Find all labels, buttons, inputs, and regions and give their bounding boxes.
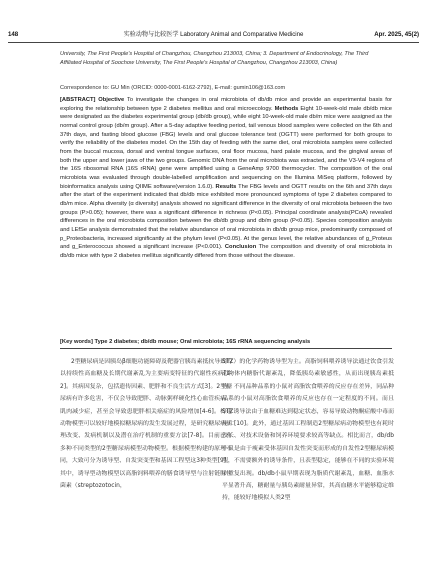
keywords-text: Type 2 diabetes; db/db mouse; Oral microbiota; 16S rRNA sequencing analysis xyxy=(94,339,311,345)
abstract-label: [ABSTRACT] xyxy=(60,97,99,103)
journal-title: 实验动物与比较医学 Laboratory Animal and Comparative Medicine xyxy=(123,31,304,38)
page-number: 148 xyxy=(8,31,19,38)
conclusion-text: The composition and diversity of oral microbiota in db/db mice with type 2 diabetes mellitus significantly differed from those without the disease. xyxy=(60,244,393,259)
objective-text: To investigate the changes in oral microbiota of db/db mice and provide an experimental basis for exploring the relationship between type 2 diabetes mellitus and oral microecology. xyxy=(60,97,392,112)
keywords-label: [Key words] xyxy=(60,339,95,345)
methods-label: Methods xyxy=(274,105,301,112)
running-header xyxy=(8,29,419,41)
results-text: The FBG levels and OGTT results on the 6th and 37th days after the start of the experiment indicated that db/db mice exhibited more pronounced symptoms of type 2 diabetes compared to db/m mice. Alpha diversity (α diversity) analysis showed no significant difference in the diversity of oral microbiota between the two groups (P>0.05); however, there was a significant difference in richness (P<0.05). Principal coordinate analysis(PCoA) revealed differences in the oral microbiota composition between the db/db group and db/m group (P<0.05). Species composition analysis and LEfSe analysis demonstrated that the relative abundance of oral microbiota in db/db group mice, predominantly composed of p_Proteobacteria, increased significantly at the phylum level (P<0.05). At the genus level, the relative abundances of g_Proteus and g_Enterococcus showed a significant increase (P<0.001). xyxy=(60,183,393,251)
body-paragraph-right: STZ）的化学药物诱导型为主。高脂饲料喂养诱导法通过饮食引发动物体内糖脂代谢紊乱，降低胰岛素敏感性，从而出现胰岛素抵抗。不同品种品系的小鼠对高脂饮食喂养的反应存在差异，同品种品系的小鼠对高脂饮食喂养的反应也存在一定程度的不同。而且STZ诱导法由于血糖难达到稳定状态，容易导致动物酮症酸中毒而死亡[10]。此外，通过基因工程制造2型糖尿病动物模型也有耗时较长、对技术设备和饲养环境要求较高等缺点。相比而言，db/db小鼠是由于瘦素受体基因自发性突变而形成的自发性2型糖尿病模型，不需要额外的诱导条件，且表型稳定，能够在不同的实验环境中重复出现。db/db小鼠早期表现为脂质代谢紊乱，血糖、血脂水平显著升高，糖耐量与胰岛素耐量异常，其高血糖水平能够稳定维持，能较好地模拟人类2型 xyxy=(222,359,394,502)
body-paragraph-left: 2型糖尿病是因胰岛β细胞功能障碍及靶器官胰岛素抵抗导致的以持续性高血糖及长期代谢紊乱为主要病变特征的代谢性疾病[1-2]。其病因复杂，包括遗传因素、肥胖和不良生活方式[3]。2型糖尿病有许多危害，不仅会导致肥胖、动脉粥样硬化性心血管疾病、肌肉减少症，甚至会导致患肥胖相关癌症的风险增加[4-6]。构建动物模型可以较好地模拟糖尿病的发生发展过程，是研究糖尿病病理改变、发病机制以及潜在治疗机制的重要方法[7-8]。目前已有多种不同类型的2型糖尿病模型动物模型。根据模型构建的原理不同，大致可分为诱导型、自发突变型和基因工程型这3种类型[9]。其中，诱导型动物模型以高脂饲料喂养的膳食诱导型与注射链脲佐菌素（streptozotocin， xyxy=(60,359,232,490)
affiliations: University, The First People's Hospital of Changzhou, Changzhou 213003, China; 3. Department of Endocrinology, The Third Affiliated Hospital of Soochow University, The First People's Hospital of Changzhou, Changzhou 213003, China) xyxy=(60,51,369,66)
correspondence: Correspondence to: GU Min (ORCID: 0000-0001-6162-2792), E-mail: gumin106@163.com xyxy=(60,85,286,91)
results-label: Results xyxy=(215,183,239,190)
keywords xyxy=(60,338,392,347)
header-rule xyxy=(8,42,419,43)
abstract xyxy=(60,96,392,260)
objective-label: Objective xyxy=(98,97,127,103)
body-column-right xyxy=(222,356,394,576)
keywords-rule xyxy=(60,348,392,349)
methods-text: Eight 10-week-old male db/db mice were designated as the diabetes experimental group (db/db group), while eight 10-week-old male db/m mice were assigned as the normal control group (db/m group). After a 5-day adaptive feeding period, tail venous blood samples were collected on the 6th and 37th days, and fasting blood glucose (FBG) levels and oral glucose tolerance test (OGTT) were performed for both groups to verify the reliability of the diabetes model. On the 15th day of feeding with the same diet, oral microbiota samples were collected from the buccal mucosa, dorsal and ventral tongue surfaces, oral floor mucosa, hard palate mucosa, and the gingival areas of both the upper and lower jaws of the two groups. Genomic DNA from the oral microbiota was extracted, and the V3-V4 regions of the 16S ribosomal RNA (16S rRNA) gene were amplified using a GeneAmp 9700 thermocycler. The composition of the oral microbiota was evaluated through double-labelled amplification and sequencing on the Illumina MiSeq platform, followed by bioinformatics analysis using QIIME software(version 1.6.0). xyxy=(60,105,392,190)
body-column-left xyxy=(60,356,232,576)
conclusion-label: Conclusion xyxy=(224,244,259,251)
issue-date: Apr. 2025, 45(2) xyxy=(374,31,419,38)
